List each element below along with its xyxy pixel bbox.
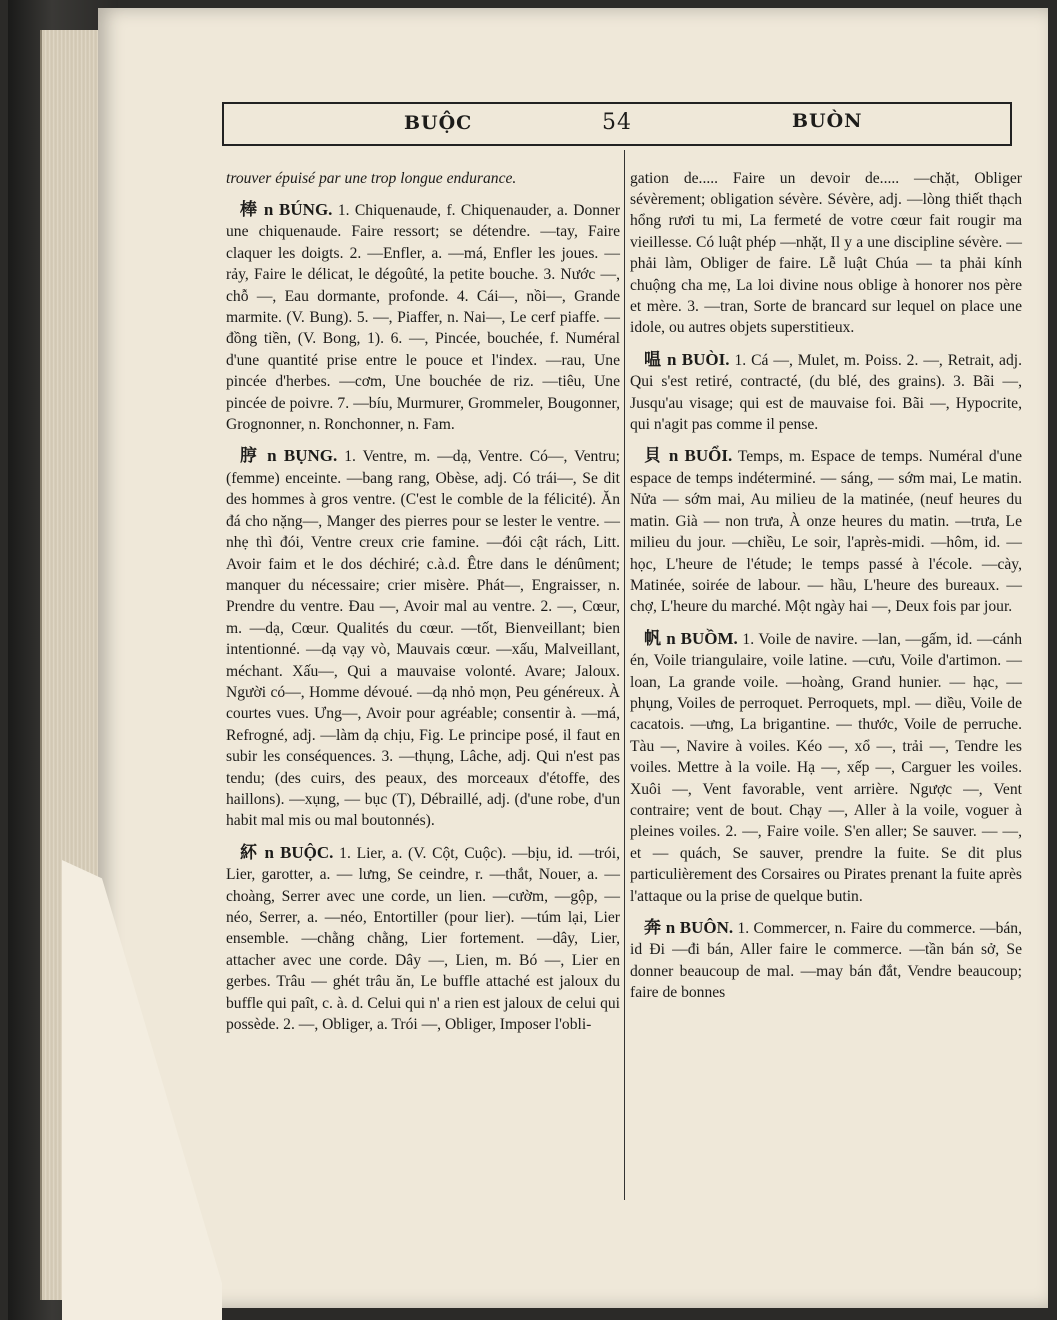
entry-headword: n BÚNG.: [263, 200, 333, 219]
page-number: 54: [602, 110, 632, 135]
entry-definition: 1. Voile de navire. —lan, —gấm, id. —cánh én, Voile triangulaire, voile latine. —cưu, Voile d'artimon. —loan, La grande voile. —hoàng, Grand hunier. — hạc, — phụng, Voiles de perroquet. Perroquets, mpl. — diều, Voile de cacatois. —ưng, La brigantine. — thước, Voile de perruche. Tàu —, Navire à voiles. Kéo —, xổ —, trải —, Tendre les voiles. Mettre à la voile. Hạ —, xếp —, Carguer les voiles. Xuôi —, Vent favorable, vent arrière. Ngược —, Vent contraire; vent de bout. Chạy —, Aller à la voile, voguer à pleines voiles. 2. —, Faire voile. S'en aller; Se sauver. — —, et — quách, Se sauver, prendre la fuite. Se dit plus particulièrement des Corsaires ou Pirates prenant la fuite après l'attaque ou la prise de quelque butin.: [630, 630, 1023, 905]
dictionary-entry: [630, 917, 1022, 1004]
entry-headword: n BUỔI.: [668, 446, 733, 466]
chinese-character: 帆: [644, 628, 662, 649]
entry-headword: n BUÔN.: [665, 918, 734, 937]
chinese-character: 奔: [644, 918, 662, 938]
right-column: [630, 152, 1022, 1014]
entry-definition: 1. Commercer, n. Faire du commerce. —bán, id Đi —đi bán, Aller faire le commerce. —tần bán sở, Se donner beaucoup de mal. —may bán đắt, Vendre beaucoup; faire de bonnes: [630, 920, 1022, 1002]
dictionary-entry: [226, 199, 620, 435]
entry-definition: 1. Lier, a. (V. Cột, Cuộc). —bịu, id. —trói, Lier, garotter, a. — lưng, Se ceindre, r. —thắt, Nouer, a. —choàng, Serrer avec une corde, un lien. —cườm, —gộp, —néo, Serrer, a. —néo, Entortiller (pour lier). —túm lại, Lier ensemble. —chằng chằng, Lier fortement. —dây, Lier, attacher avec une corde. Dây —, Lien, m. Bó —, Lier en gerbes. Trâu — ghét trâu ăn, Le buffle attaché est jaloux du buffle qui paît, c. à. d. Celui qui n' a rien est jaloux de celui qui possède. 2. —, Obliger, a. Trói —, Obliger, Imposer l'obli-: [226, 844, 620, 1034]
entry-headword: n BỤNG.: [267, 446, 338, 466]
dictionary-entry: [630, 628, 1022, 907]
chinese-character: 棒: [240, 200, 259, 220]
header-right-word: BUÒN: [792, 110, 863, 132]
column-divider: [624, 150, 625, 1200]
chinese-character: 脝: [240, 446, 261, 467]
continuation-text: gation de..... Faire un devoir de..... —chặt, Obliger sévèrement; obligation sévère. Sévère, adj. —lòng thiết thạch hổng rươi tu mi, La fermeté de votre cœur fait rougir ma vieillesse. Có luật phép —nhặt, Il y a une discipline sévère. — phải làm, Obliger de faire. Lễ luật Chúa — ta phải kính chuộng cha mẹ, La loi divine nous oblige à honorer nos père et mère. 3. —tran, Sorte de brancard sur lequel on place une idole, ou autres objets superstitieux.: [630, 169, 1022, 337]
header-left-word: BUỘC: [404, 112, 473, 134]
dictionary-entry: [226, 445, 620, 831]
continuation-text: trouver épuisé par une trop longue endurance.: [226, 169, 517, 187]
entry-definition: Temps, m. Espace de temps. Numéral d'une espace de temps indéterminé. — sáng, — sớm mai, Le matin. Nửa — sớm mai, Au milieu de la matinée, (neuf heures du matin. Già — non trưa, À onze heures du matin. —trưa, Le milieu du jour. —chiều, Le soir, l'après-midi. —hôm, id. —học, L'heure de l'étude; le temps passé à l'école. —cày, Matinée, soirée de labour. — hầu, L'heure des bureaux. — chợ, L'heure du marché. Một ngày hai —, Deux fois par jour.: [630, 448, 1022, 616]
entry-headword: n BUỒM.: [666, 628, 738, 648]
entry-definition: 1. Chiquenaude, f. Chiquenauder, a. Donner une chiquenaude. Faire ressort; se détendre. —tay, Faire claquer les doigts. 2. —Enfler, a. —má, Enfler les joues. —rảy, Faire le délicat, le dégoûté, la petite bouche. 3. Nước —, chỗ —, Eau dormante, profonde. 4. Cái—, nồi—, Grande marmite. (V. Bung). 5. —, Piaffer, n. Nai—, Le cerf piaffe. —đồng tiền, (V. Bong, 1). 6. —, Pincée, bouchée, f. Numéral d'une quantité prise entre le pouce et l'index. —rau, Une pincée d'herbes. —cơm, Une bouchée de riz. —tiêu, Une pincée de poivre. 7. —bíu, Murmurer, Grommeler, Bougonner, Grognonner, n. Ronchonner, n. Fam.: [226, 202, 621, 434]
page-header: [222, 102, 1012, 146]
dictionary-entry: [226, 842, 620, 1036]
dictionary-entry: [630, 445, 1022, 617]
chinese-character: 紑: [240, 842, 259, 863]
entry-headword: n BUÒI.: [667, 349, 730, 369]
chinese-character: 貝: [644, 446, 663, 467]
chinese-character: 嗢: [644, 349, 663, 370]
dictionary-entry: [630, 349, 1022, 436]
left-column: [226, 152, 620, 1045]
entry-definition: 1. Ventre, m. —dạ, Ventre. Có—, Ventru; (femme) enceinte. —bang rang, Obèse, adj. Có trái—, Se dit des hommes à gros ventre. (C'est le comble de la félicité). Ăn đá cho nặng—, Manger des pierres pour se lester le ventre. — nhẹ thì đói, Ventre creux crie famine. —đói cật rách, Litt. Avoir faim et le dos déchiré; c.à.d. Être dans le dénûment; manquer du nécessaire; crier misère. Phát—, Engraisser, n. Prendre du ventre. Đau —, Avoir mal au ventre. 2. —, Cœur, m. —dạ, Cœur. Qualités du cœur. —tốt, Bienveillant; bien intentionné. —dạ vạy vò, Mauvais cœur. —xấu, Malveillant, méchant. Xấu—, Qui a mauvaise volonté. Avare; Jaloux. Người có—, Homme dévoué. —dạ nhỏ mọn, Peu généreux. À courtes vues. Ưng—, Avoir pour agréable; consentir à. —má, Refrogné, adj. —làm dạ chịu, Fig. Le principe posé, il faut en subir les conséquences. 3. —thụng, Lâche, adj. Qui n'est pas tendu; (des cuirs, des peaux, des morceaux d'étoffe, des haillons). —xụng, — bục (T), Débraillé, adj. (d'une robe, d'un habit mal mis ou mal boutonnés).: [226, 448, 620, 830]
entry-definition: 1. Cá —, Mulet, m. Poiss. 2. —, Retrait, adj. Qui s'est retiré, contracté, (du blé, des grains). 3. Bãi —, Jusqu'au visage; qui est de mauvaise foi. Bãi —, Hypocrite, qui n'agit pas comme il pense.: [630, 351, 1022, 434]
entry-headword: n BUỘC.: [264, 842, 334, 862]
